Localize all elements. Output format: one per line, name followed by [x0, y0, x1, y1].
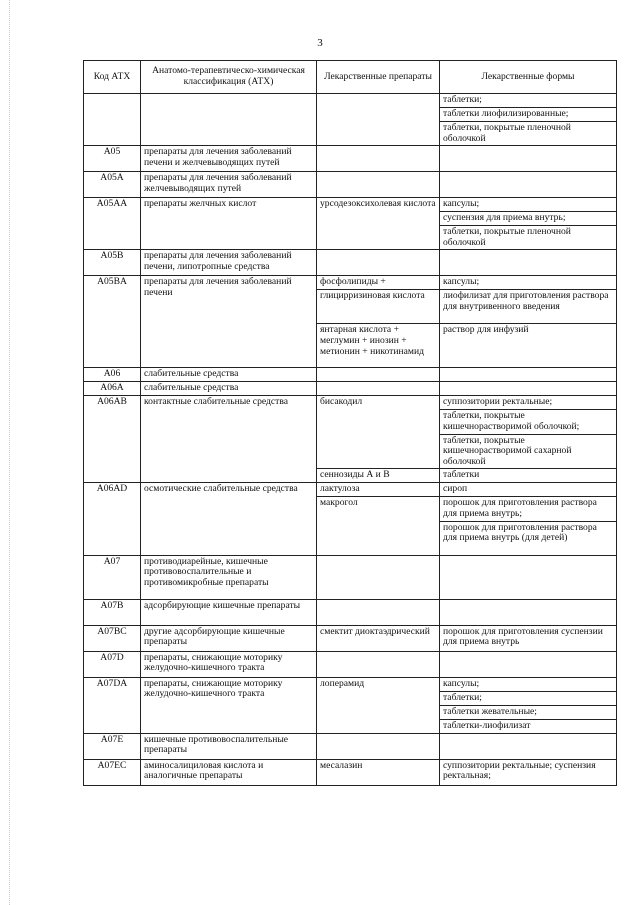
atx-code-cell: A07EC [84, 759, 141, 785]
table-row [84, 396, 617, 410]
table-row [84, 172, 617, 198]
form-cell: порошок для приготовления суспензии для приема внутрь [440, 625, 617, 651]
table-row [84, 483, 617, 497]
classification-cell: препараты для лечения заболеваний печени, липотропные средства [141, 250, 317, 276]
form-cell: таблетки [440, 469, 617, 483]
form-cell: таблетки, покрытые пленочной оболочкой [440, 226, 617, 250]
form-cell: суппозитории ректальные; [440, 396, 617, 410]
atx-code-cell: A05A [84, 172, 141, 198]
classification-cell: адсорбирующие кишечные препараты [141, 599, 317, 625]
form-cell: таблетки, покрытые пленочной оболочкой [440, 122, 617, 146]
header-drugs: Лекарственные препараты [317, 61, 440, 94]
drug-cell: урсодезоксихолевая кислота [317, 198, 440, 250]
classification-cell: осмотические слабительные средства [141, 483, 317, 555]
drug-cell: сеннозиды А и В [317, 469, 440, 483]
classification-cell: контактные слабительные средства [141, 396, 317, 483]
drug-cell [317, 94, 440, 146]
form-cell: капсулы; [440, 677, 617, 691]
form-cell: лиофилизат для приготовления раствора для внутривенного введения [440, 290, 617, 324]
table-row [84, 677, 617, 691]
table-row [84, 198, 617, 212]
scan-edge-line [9, 0, 10, 905]
atx-code-cell: A05 [84, 146, 141, 172]
table-row [84, 651, 617, 677]
table-header-row [84, 61, 617, 94]
header-forms: Лекарственные формы [440, 61, 617, 94]
atx-code-cell [84, 94, 141, 146]
classification-cell: препараты, снижающие моторику желудочно-кишечного тракта [141, 677, 317, 733]
atx-code-cell: A07DA [84, 677, 141, 733]
drug-cell [317, 172, 440, 198]
classification-cell: противодиарейные, кишечные противовоспалительные и противомикробные препараты [141, 555, 317, 599]
classification-cell [141, 94, 317, 146]
form-cell: раствор для инфузий [440, 324, 617, 368]
page-number: 3 [317, 37, 323, 49]
form-cell [440, 250, 617, 276]
atx-code-cell: A06AB [84, 396, 141, 483]
form-cell: таблетки лиофилизированные; [440, 108, 617, 122]
form-cell [440, 172, 617, 198]
classification-cell: препараты для лечения заболеваний печени и желчевыводящих путей [141, 146, 317, 172]
form-cell: таблетки; [440, 94, 617, 108]
classification-cell: препараты, снижающие моторику желудочно-кишечного тракта [141, 651, 317, 677]
classification-cell: препараты для лечения заболеваний желчевыводящих путей [141, 172, 317, 198]
classification-cell: другие адсорбирующие кишечные препараты [141, 625, 317, 651]
atx-code-cell: A05BA [84, 276, 141, 368]
drug-cell [317, 555, 440, 599]
table-row [84, 250, 617, 276]
atx-code-cell: A07 [84, 555, 141, 599]
form-cell: капсулы; [440, 198, 617, 212]
form-cell: таблетки-лиофилизат [440, 719, 617, 733]
form-cell [440, 651, 617, 677]
drug-cell [317, 250, 440, 276]
form-cell [440, 146, 617, 172]
table-row [84, 94, 617, 108]
form-cell [440, 368, 617, 382]
drug-cell: глицирризиновая кислота [317, 290, 440, 324]
table-row [84, 382, 617, 396]
form-cell: таблетки; [440, 691, 617, 705]
classification-cell: слабительные средства [141, 368, 317, 382]
atx-code-cell: A07E [84, 733, 141, 759]
form-cell: таблетки, покрытые кишечнорастворимой сахарной оболочкой [440, 434, 617, 469]
table-row [84, 146, 617, 172]
form-cell: порошок для приготовления раствора для приема внутрь (для детей) [440, 521, 617, 555]
drug-cell [317, 382, 440, 396]
form-cell [440, 733, 617, 759]
drug-cell [317, 368, 440, 382]
drug-cell [317, 651, 440, 677]
atx-code-cell: A05B [84, 250, 141, 276]
drug-cell [317, 146, 440, 172]
table-row [84, 599, 617, 625]
drug-cell [317, 733, 440, 759]
drug-cell: янтарная кислота + меглумин + инозин + метионин + никотинамид [317, 324, 440, 368]
classification-cell: аминосалициловая кислота и аналогичные препараты [141, 759, 317, 785]
drug-cell: макрогол [317, 497, 440, 555]
atx-code-cell: A07B [84, 599, 141, 625]
table-row [84, 276, 617, 290]
atx-code-cell: A07BC [84, 625, 141, 651]
header-code: Код АТХ [84, 61, 141, 94]
form-cell [440, 382, 617, 396]
drug-cell [317, 599, 440, 625]
table-row [84, 368, 617, 382]
classification-cell: слабительные средства [141, 382, 317, 396]
header-classification: Анатомо-терапевтическо-химическая классификация (АТХ) [141, 61, 317, 94]
atx-code-cell: A06A [84, 382, 141, 396]
classification-cell: препараты для лечения заболеваний печени [141, 276, 317, 368]
form-cell: суппозитории ректальные; суспензия ректальная; [440, 759, 617, 785]
table-row [84, 555, 617, 599]
form-cell: порошок для приготовления раствора для приема внутрь; [440, 497, 617, 521]
atx-code-cell: A06AD [84, 483, 141, 555]
classification-cell: препараты желчных кислот [141, 198, 317, 250]
form-cell: капсулы; [440, 276, 617, 290]
form-cell: таблетки, покрытые кишечнорастворимой оболочкой; [440, 410, 617, 434]
drug-cell: бисакодил [317, 396, 440, 469]
drug-cell: лоперамид [317, 677, 440, 733]
form-cell [440, 555, 617, 599]
drug-cell: смектит диоктаэдрический [317, 625, 440, 651]
classification-cell: кишечные противовоспалительные препараты [141, 733, 317, 759]
drug-cell: месалазин [317, 759, 440, 785]
table-row [84, 733, 617, 759]
drug-cell: лактулоза [317, 483, 440, 497]
table-row [84, 759, 617, 785]
form-cell: сироп [440, 483, 617, 497]
table-row [84, 625, 617, 651]
drug-cell: фосфолипиды + [317, 276, 440, 290]
form-cell [440, 599, 617, 625]
atx-code-cell: A07D [84, 651, 141, 677]
form-cell: суспензия для приема внутрь; [440, 212, 617, 226]
atx-table [83, 60, 617, 786]
atx-code-cell: A06 [84, 368, 141, 382]
atx-code-cell: A05AA [84, 198, 141, 250]
form-cell: таблетки жевательные; [440, 705, 617, 719]
